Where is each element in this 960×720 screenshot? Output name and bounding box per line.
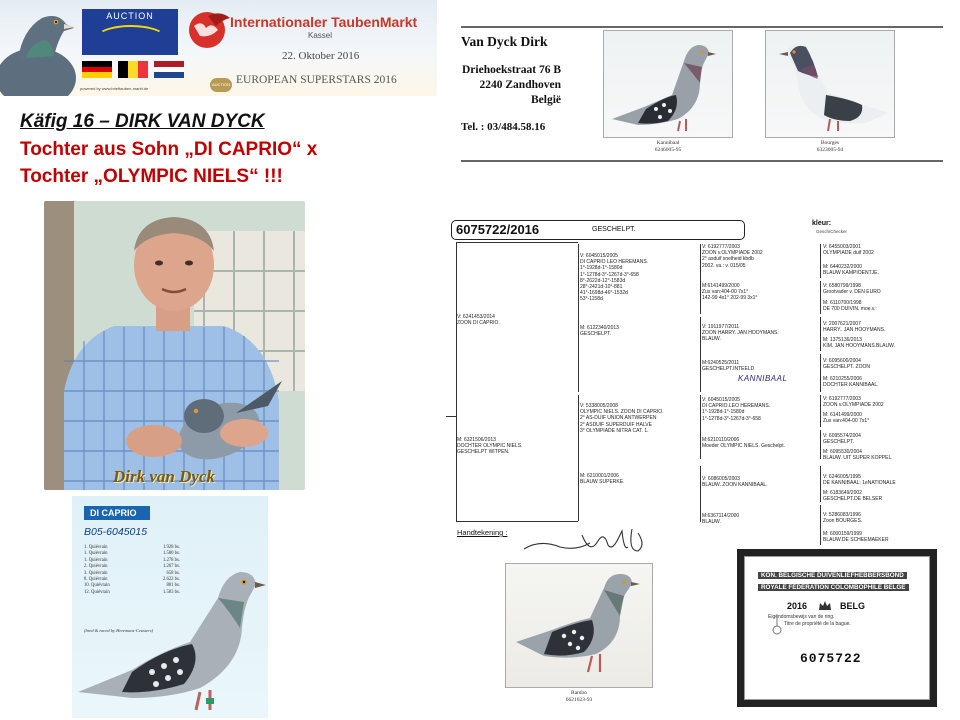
pedigree-ring-number: 6075722/2016 (451, 220, 745, 240)
pedigree-sire: V: 6241453/2014 ZOON DI CAPRIO. (457, 314, 500, 327)
pedigree-g4: M: 6000159/1999 BLAUW.DE SCHEEMAEKER (823, 531, 889, 544)
pedigree-g4: V: 6246005/1995 DE KANNIBAAL: 1eNATIONALE (823, 474, 896, 487)
result-row: 3. Quiévrain 658 bs. (84, 570, 180, 576)
breeder-bottom-rule (461, 160, 943, 162)
breeder-top-rule (461, 26, 943, 28)
dicaprio-bred-note: (bred & raced by Heremans-Ceusters) (84, 628, 154, 633)
pedigree-g4: V: 6095600/2004 GESCHELPT. ZOON (823, 358, 870, 371)
banner-url: powered by www.brieftauben-markt.de (80, 86, 149, 91)
banner-city: Kassel (308, 31, 333, 40)
rambo-name: Rambo (571, 690, 587, 696)
ped-line (456, 242, 457, 522)
kannibaal-pigeon-icon (604, 31, 734, 139)
ped-line (700, 395, 701, 459)
pedigree-g4: V: 6455003/2001 OLYMPIADE duif 2002 (823, 244, 874, 257)
pedigree-ssd: M:6141499/2000 Zus van:404-00 7x1° 142-99 4x1° 202-99 3x1° (702, 283, 758, 302)
pedigree-g4: V: 2007621/2007 HARRY.. JAN HOOYMANS. (823, 321, 886, 334)
breeder-photo (44, 201, 305, 490)
dicaprio-results (84, 545, 180, 596)
kannibaal-ring: 6246005-95 (654, 147, 682, 153)
globe-pigeon-icon (186, 8, 232, 52)
auction-label: AUCTION (106, 11, 154, 21)
certificate-number: 6075722 (800, 651, 862, 666)
ped-line (820, 281, 821, 314)
pedigree-ss: V: 6045015/2005 DI CAPRIO LEO HEREMANS. 1°-1928d-1°-1580d 1°-1278d-3°-1267d-3°-658 8°-2622d-12°-1583d 28°-2421d-10°-881 41°-1698d-46°-1532d 53°-1158d (580, 253, 649, 303)
ped-line (578, 244, 579, 392)
pedigree-dds: V: 6086005/2003 BLAUW. ZOON KANNIBAAL. (702, 476, 768, 489)
certificate-line-fr: Titre de propriété de la bague. (784, 621, 851, 627)
pedigree-g4: M: 6440232/2000 BLAUW KAMPIOENTJE. (823, 264, 879, 277)
eu-auction-logo (82, 9, 178, 55)
rambo-ring: 6621023-93 (565, 697, 593, 703)
result-row: 1. Quiévrain 1.928 bs. (84, 545, 180, 550)
headline-dam-line: Tochter „OLYMPIC NIELS“ !!! (20, 166, 283, 187)
auction-badge-label: AUCTION (212, 82, 230, 87)
bourges-ring: 6323005-94 (816, 147, 844, 153)
dicaprio-name-tag: DI CAPRIO (84, 506, 150, 520)
pedigree-sd: M: 6122340/2013 GESCHELPT. (580, 325, 619, 338)
ped-line (446, 416, 456, 417)
certificate-country: BELG (840, 601, 866, 611)
breeder-country: België (530, 94, 561, 106)
pedigree-g4: V: 6192777/2003 ZOON v.OLYMPIADE 2002 (823, 396, 884, 409)
stamp-icon (770, 612, 784, 636)
pedigree-g4: V: 6580799/1998 Grootvader v. DEN EURO (823, 283, 881, 296)
auction-banner (0, 0, 437, 96)
ped-line (820, 430, 821, 459)
headline-cage: Käfig 16 – DIRK VAN DYCK (20, 111, 265, 132)
result-row: 8. Quiévrain 2.622 bs. (84, 577, 180, 583)
certificate-org-fr: ROYALE FÉDÉRATION COLOMBOPHILE BELGE (758, 584, 909, 591)
bourges-pigeon-icon (766, 31, 896, 139)
result-row: 12. Quiévrain 1.583 bs. (84, 589, 180, 595)
ped-line (578, 395, 579, 521)
signature-icon (520, 521, 650, 557)
pedigree-dam: M: 6321506/2013 DOCHTER OLYMPIC NIELS. GESCHELPT WITPEN. (457, 437, 523, 456)
breeder-phone: Tel. : 03/484.58.16 (461, 121, 546, 133)
ped-line (820, 505, 821, 545)
pedigree-g4: M: 1375136/2013 KIM. JAN HOOYMANS.BLAUW. (823, 337, 895, 350)
ped-line (820, 244, 821, 278)
pedigree-g4: M: 6183649/2002 GESCHELPT.DE BELSER (823, 490, 883, 503)
ped-line (820, 317, 821, 351)
pedigree-sds: V: 1911977/2011 ZOON HARRY. JAN HOOYMANS. BLAUW. (702, 324, 779, 343)
kannibaal-photo (603, 30, 733, 138)
pedigree-g4: M: 6210255/2006 DOCHTER KANNIBAAL. (823, 376, 879, 389)
pedigree-g4: M: 6110700/1998 DE 700 DUIVIN. moe.v.: (823, 300, 877, 313)
pedigree-g4: M: 6141499/2000 Zus van:404-00 7x1° (823, 412, 870, 425)
pedigree-dss: V: 6045015/2005 DI CAPRIO.LEO HEREMANS. 1°-1928d-1°-1580d 1°-1278d-3°-1267d-3°-658 (702, 397, 771, 422)
signature-label: Handtekening : (457, 528, 508, 537)
pedigree-g4: M: 6095530/2004 BLAUW. UIT SUPER KOPPEL. (823, 449, 893, 462)
crown-icon (818, 600, 832, 611)
result-row: 10. Quiévrain 881 bs. (84, 583, 180, 589)
certificate-line-nl: Eigendomsbewijs van de ring. (768, 614, 835, 620)
breeder-street: Driehoekstraat 76 B (461, 64, 561, 76)
pedigree-color: GESCHELPT. (592, 226, 636, 233)
ped-line (700, 466, 701, 522)
ped-line (456, 242, 578, 243)
ped-line (820, 354, 821, 392)
banner-title: Internationaler TaubenMarkt (230, 14, 418, 30)
pedigree-kleur-label: kleur: (812, 220, 832, 227)
photo-caption: Dirk van Dyck (113, 467, 215, 486)
ped-line (820, 466, 821, 502)
certificate-org-nl: KON. BELGISCHE DUIVENLIEFHEBBERSBOND (758, 572, 907, 579)
netherlands-flag-icon (154, 61, 184, 78)
result-row: 1. Quiévrain 1.580 bs. (84, 551, 180, 557)
pedigree-handwritten-note: KANNIBAAL (738, 374, 788, 383)
dicaprio-ring: B05-6045015 (84, 526, 148, 538)
rambo-photo (505, 563, 653, 688)
pedigree-ddd: M:6367114/2000 BLAUW. (702, 513, 740, 526)
kannibaal-name: Kannibaal (656, 140, 680, 146)
result-row: 2. Quiévrain 1.267 bs. (84, 564, 180, 570)
pedigree-kleur-value: Gesch/Checker (816, 229, 848, 234)
belgium-flag-icon (118, 61, 148, 78)
bourges-name: Bourges (820, 140, 840, 146)
pedigree-sdd: M:6240525/2011 GESCHELPT.INTEELD (702, 360, 755, 373)
pedigree-ds: V: 5338005/2008 OLYMPIC NIELS. ZOON DI CAPRIO. 2° AS-DUIF UNION ANTWERPEN 2° ASDUIF SUPERDUIF HALVE 3° OLYMPIADE NITRA CAT. 1. (580, 403, 664, 434)
rambo-pigeon-icon (506, 564, 654, 689)
ped-line (700, 317, 701, 392)
result-row: 1. Quiévrain 1.278 bs. (84, 557, 180, 563)
pedigree-g4: V: 5286083/1996 Zoon BOURGES. (823, 512, 863, 525)
pedigree-dsd: M:6210110/2006 Moeder OLYMPIC NIELS. Geschelpt. (702, 437, 785, 450)
bourges-photo (765, 30, 895, 138)
certificate-year: 2016 (787, 601, 808, 611)
pedigree-g4: V: 6095574/2004 GESCHELPT. (823, 433, 861, 446)
ped-line (820, 395, 821, 427)
breeder-name: Van Dyck Dirk (461, 34, 548, 49)
ped-line (700, 244, 701, 314)
auction-badge-icon (210, 78, 232, 92)
pedigree-dd: M: 6210001/2006 BLAUW SUPERKE. (580, 473, 625, 486)
headline-sire-line: Tochter aus Sohn „DI CAPRIO“ x (20, 139, 318, 160)
banner-event: EUROPEAN SUPERSTARS 2016 (236, 74, 397, 86)
banner-pigeon-icon (0, 0, 80, 96)
breeder-city: 2240 Zandhoven (479, 79, 561, 91)
germany-flag-icon (82, 61, 112, 78)
banner-date: 22. Oktober 2016 (282, 50, 360, 62)
pedigree-sss: V: 6192777/2003 ZOON v.OLYMPIADE 2002 2° asduif snelheid kbdb 2002. va.: v. 015/05 (702, 244, 763, 269)
